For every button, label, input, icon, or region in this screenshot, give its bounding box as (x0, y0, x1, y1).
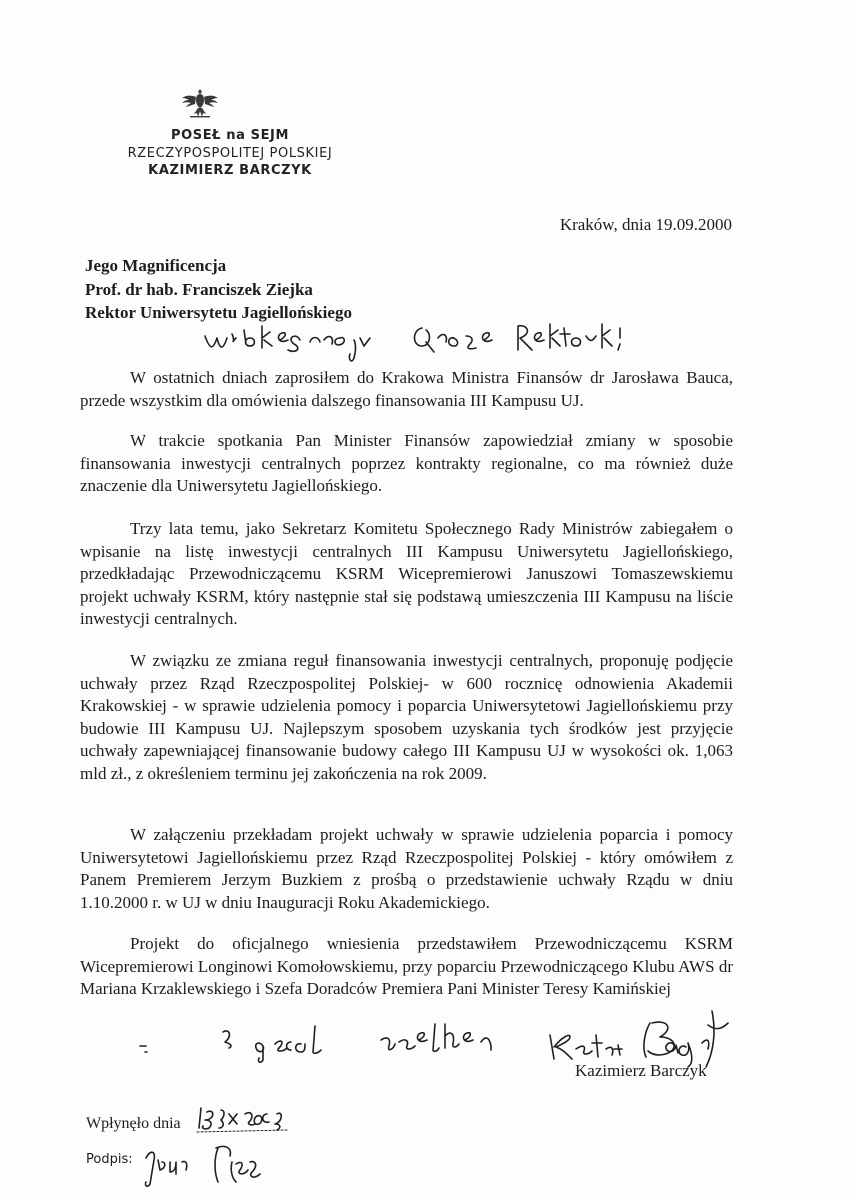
addressee-name: Prof. dr hab. Franciszek Ziejka (85, 280, 313, 299)
signature-label: Podpis: (86, 1152, 133, 1167)
place-date: Kraków, dnia 19.09.2000 (559, 215, 732, 234)
letterhead-name: KAZIMIERZ BARCZYK (148, 163, 312, 178)
paragraph-5: W załączeniu przekładam projekt uchwały w sprawie udzielenia poparcia i pomocy Uniwersytetowi Jagiellońskiemu przez Rząd Rzeczpospolitej Polskiej - który omówiłem z Panem Premierem Jerzym Buzkiem z prośbą o przedstawienie uchwały Rządu w dniu 1.10.2000 r. w UJ w dniu Inauguracji Roku Akademickiego. (80, 825, 733, 912)
paragraph-1: W ostatnich dniach zaprosiłem do Krakowa Ministra Finansów dr Jarosława Bauca, przede wszystkim dla omówienia dalszego finansowania III Kampusu UJ. (80, 368, 733, 410)
paragraph-3: Trzy lata temu, jako Sekretarz Komitetu Społecznego Rady Ministrów zabiegałem o wpisanie na listę inwestycji centralnych III Kampusu Uniwersytetu Jagiellońskiego, przedkładając Przewodniczącemu KSRM Wicepremierowi Januszowi Tomaszewskiemu projekt uchwały KSRM, który następnie stał się podstawą umieszczenia III Kampusu na liście inwestycji centralnych. (80, 519, 733, 628)
receipt-signature (140, 1140, 280, 1190)
handwritten-received-date (195, 1102, 290, 1136)
handwritten-closing (135, 1018, 505, 1068)
eagle-emblem-icon (180, 86, 220, 120)
addressee-position: Rektor Uniwersytetu Jagiellońskiego (85, 303, 352, 322)
handwritten-salutation (200, 318, 640, 368)
received-date-label: Wpłynęło dnia (86, 1115, 181, 1132)
signature-name: Kazimierz Barczyk (575, 1061, 707, 1080)
letterhead-country: RZECZYPOSPOLITEJ POLSKIEJ (127, 146, 333, 161)
paragraph-2: W trakcie spotkania Pan Minister Finansów zapowiedział zmiany w sposobie finansowania inwestycji centralnych poprzez kontrakty regionalne, co ma również duże znaczenie dla Uniwersytetu Jagiellońskiego. (80, 431, 733, 495)
addressee-title: Jego Magnificencja (85, 256, 227, 275)
letterhead-title: POSEŁ na SEJM (170, 128, 290, 143)
paragraph-4: W związku ze zmiana reguł finansowania inwestycji centralnych, proponuję podjęcie uchwały przez Rząd Rzeczpospolitej Polskiej- w 600 rocznicę odnowienia Akademii Krakowskiej - w sprawie udzielenia pomocy i poparcia Uniwersytetowi Jagiellońskiemu przy budowie III Kampusu UJ. Najlepszym sposobem uzyskania tych środków jest przyjęcie uchwały zapewniającej finansowanie budowy całego III Kampusu UJ w wysokości ok. 1,063 mld zł., z określeniem terminu jej zakończenia na rok 2009. (80, 651, 733, 783)
paragraph-6: Projekt do oficjalnego wniesienia przedstawiłem Przewodniczącemu KSRM Wicepremierowi Longinowi Komołowskiemu, przy poparciu Przewodniczącego Klubu AWS dr Mariana Krzaklewskiego i Szefa Doradców Premiera Pani Minister Teresy Kamińskiej (80, 934, 733, 998)
